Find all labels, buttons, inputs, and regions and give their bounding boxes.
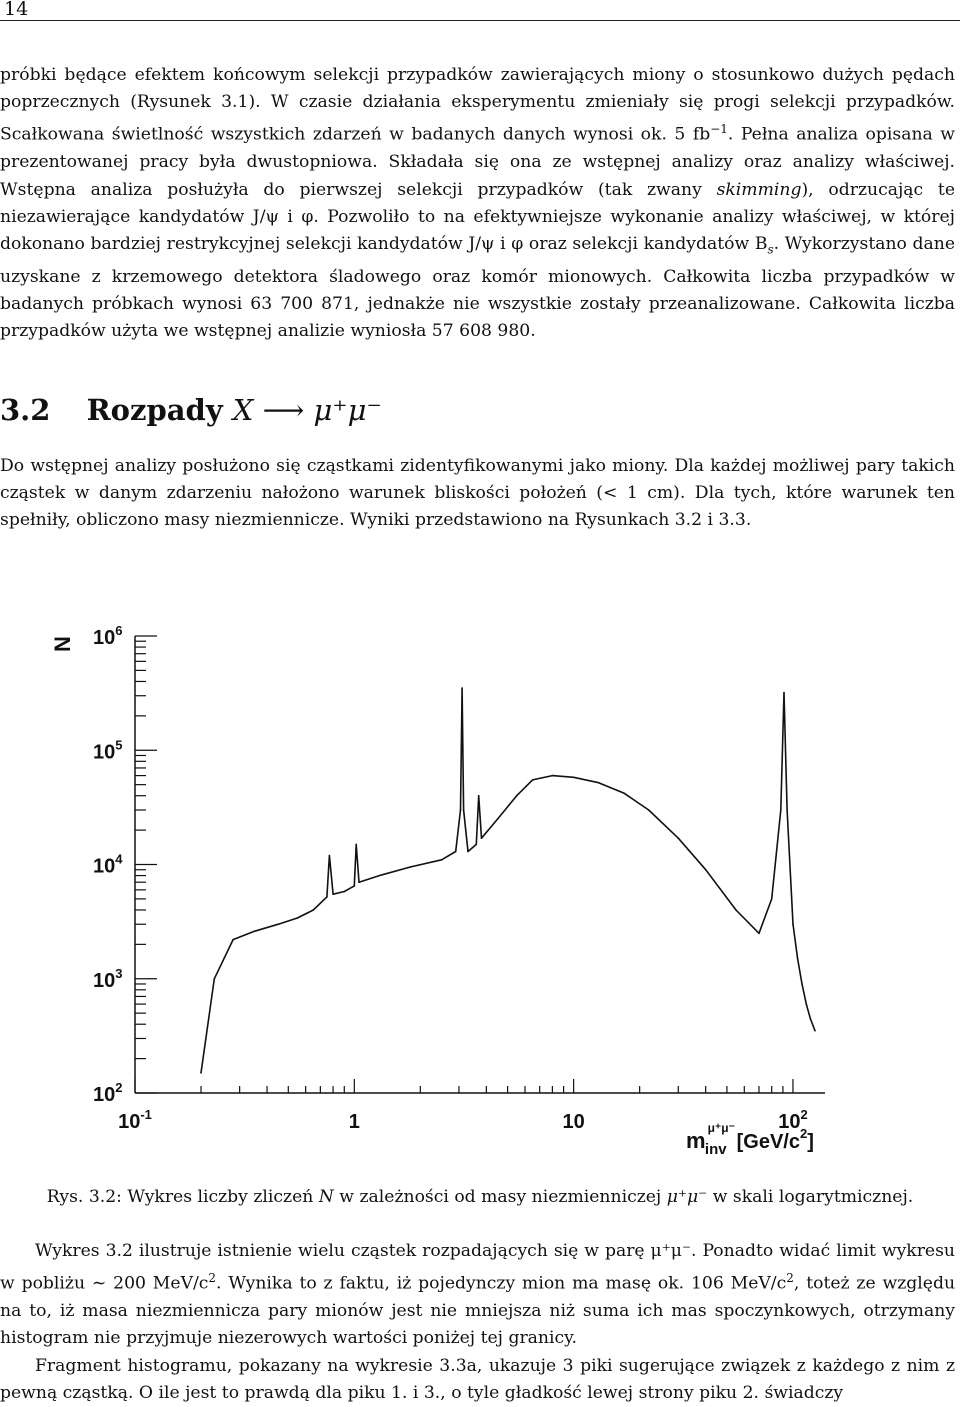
page-number: 14 (4, 0, 29, 20)
series-line-N (201, 688, 815, 1073)
data-point (326, 896, 328, 898)
y-tick-label-base: 10 (93, 741, 116, 764)
data-point (254, 931, 256, 933)
x-tick-label (563, 1111, 585, 1133)
y-tick-label-exp: 6 (115, 623, 123, 638)
data-point (598, 782, 600, 784)
data-point (278, 923, 280, 925)
data-point (455, 851, 457, 853)
x-tick-label (349, 1111, 360, 1133)
data-point (573, 777, 575, 779)
data-point (810, 1018, 812, 1020)
paragraph-intro-part2: . Pełna analiza opisana w prezentowanej pracy była dwustopniowa. Składała się ona ze wstępnej analizy oraz analizy właściwej. Wstępna analiza posłużyła do pierwszej selekcji przypadków (tak zwany (0, 125, 955, 200)
data-point (313, 909, 315, 911)
y-tick-label (93, 852, 123, 878)
x-axis-label-unit-end: ] (807, 1131, 814, 1153)
data-point (463, 809, 465, 811)
data-point (332, 893, 334, 895)
data-point (410, 866, 412, 868)
paragraph-intro-sub: s (767, 242, 774, 257)
data-point (771, 898, 773, 900)
caption-suffix: w skali logarytmicznej. (712, 1187, 914, 1207)
x-axis-label-m: m (686, 1128, 706, 1153)
y-tick-label-base: 10 (93, 627, 116, 649)
discussion-sup-b: 2 (786, 1271, 794, 1286)
data-point (678, 837, 680, 839)
x-tick-label-exp: 2 (800, 1107, 808, 1122)
data-point (460, 809, 462, 811)
x-axis-label-unit-sup: 2 (799, 1126, 808, 1141)
x-tick-label-exp: -1 (140, 1107, 152, 1122)
section-heading (0, 393, 382, 427)
data-point (232, 939, 234, 941)
data-point (344, 891, 346, 893)
axis-ticks (135, 636, 825, 1093)
data-point (516, 795, 518, 797)
data-point (214, 978, 216, 980)
data-point (478, 795, 480, 797)
data-point (806, 1003, 808, 1005)
y-tick-label (93, 737, 122, 763)
paragraph-intro-part4: . Wykorzystano dane uzyskane z krzemowego detektora śladowego oraz komór mionowych. Całkowita liczba przypadków w badanych próbkach wynosi 63 700 871, jednakże nie wszystkie zostały przeanalizowane. Całkowita liczba przypadków użyta we wstępnej analizie wyniosła 57 608 980. (0, 233, 956, 341)
y-tick-label-exp: 5 (115, 737, 123, 753)
histogram-chart (0, 600, 960, 1180)
data-point (623, 793, 625, 795)
caption-middle: w zależności od masy niezmienniczej (339, 1187, 662, 1207)
section-number: 3.2 (0, 393, 51, 427)
x-tick-label (118, 1107, 152, 1133)
data-point (735, 909, 737, 911)
x-tick-label-base: 10 (118, 1111, 141, 1133)
paragraph-intro-sup: −1 (710, 122, 728, 137)
y-tick-label (93, 966, 122, 992)
data-point (355, 844, 357, 846)
figure-caption (0, 1187, 960, 1207)
x-axis-label-sub: inv (704, 1141, 727, 1158)
y-tick-label-base: 10 (93, 1084, 116, 1106)
data-point (200, 1072, 202, 1074)
data-point (758, 933, 760, 935)
data-point (476, 844, 478, 846)
discussion-sup-a: 2 (208, 1271, 217, 1286)
data-point (814, 1030, 816, 1032)
x-axis-label-unit: [GeV/c (736, 1131, 800, 1153)
caption-prefix: Rys. 3.2: Wykres liczby zliczeń (46, 1187, 314, 1207)
data-point (705, 869, 707, 871)
header-rule (0, 20, 960, 21)
figure-histogram (0, 600, 960, 1180)
data-point (461, 687, 463, 689)
data-point (780, 809, 782, 811)
discussion-part-a: Wykres 3.2 ilustruje istnienie wielu cząstek rozpadających się w parę μ⁺μ⁻. Ponadto widać limit wykresu w pobliżu ∼ 200 MeV/c (0, 1241, 955, 1294)
paragraph-intro (0, 62, 955, 345)
data-point (297, 917, 299, 919)
discussion-part-c: , toteż ze względu na to, iż masa niezmiennicza pary mionów jest nie mniejsza niż suma ich mas spoczynkowych, otrzymany histogram nie przyjmuje niezerowych wartości poniżej tej granicy. (0, 1273, 956, 1349)
data-point (481, 837, 483, 839)
data-point (358, 881, 360, 883)
data-point (329, 855, 331, 857)
data-point (497, 818, 499, 820)
x-axis-label-sup: μ⁺μ⁻ (707, 1121, 735, 1135)
paragraph-intro-part1: próbki będące efektem końcowym selekcji przypadków zawierających miony o stosunkowo dużych pędach poprzecznych (Rysunek 3.1). W czasie działania eksperymentu zmieniały się progi selekcji przypadków. Scałkowana świetlność wszystkich zdarzeń w badanych danych wynosi ok. 5 fb (0, 65, 955, 146)
chart-series (200, 687, 816, 1073)
y-tick-label (93, 623, 122, 649)
paragraph-intro-emph: skimming (716, 179, 802, 200)
data-point (786, 809, 788, 811)
caption-var: N (318, 1187, 334, 1207)
x-tick-label-base: 10 (562, 1111, 585, 1133)
data-point (552, 775, 554, 777)
paragraph-method: Do wstępnej analizy posłużono się cząstkami zidentyfikowanymi jako miony. Dla każdej możliwej pary takich cząstek w danym zdarzeniu nałożono warunek bliskości położeń (< 1 cm). Dla tych, które warunek ten spełniły, obliczono masy niezmiennicze. Wyniki przedstawiono na Rysunkach 3.2 i 3.3. (0, 456, 955, 531)
y-tick-label-exp: 4 (115, 851, 123, 867)
data-point (801, 983, 803, 985)
data-point (354, 885, 356, 887)
caption-math: μ⁺μ⁻ (666, 1187, 708, 1207)
x-tick-label-base: 1 (348, 1111, 360, 1133)
data-point (783, 692, 785, 694)
data-point (648, 809, 650, 811)
paragraph-discussion-2: Fragment histogramu, pokazany na wykresie 3.3a, ukazuje 3 piki sugerujące związek z każdego z nim z pewną cząstką. O ile jest to prawdą dla piku 1. i 3., o tyle gładkość lewej strony piku 2. świadczy (0, 1355, 955, 1403)
paragraph-discussion-1 (0, 1238, 955, 1353)
section-title: Rozpady (86, 393, 223, 427)
paragraph-discussion (0, 1238, 955, 1407)
discussion-part-b: . Wynika to z faktu, iż pojedynczy mion ma masę ok. 106 MeV/c (216, 1273, 787, 1294)
x-tick-label-base: 10 (778, 1111, 801, 1133)
y-axis-label: N (50, 636, 75, 652)
data-point (441, 859, 443, 861)
data-point (797, 958, 799, 960)
data-point (467, 851, 469, 853)
data-point (379, 875, 381, 877)
y-tick-label (93, 1080, 122, 1106)
y-tick-label-base: 10 (93, 969, 116, 992)
paragraph-intro-part3: ), odrzucając te niezawierające kandydatów J/ψ i φ. Pozwoliło to na efektywniejsze wykonanie analizy właściwej, w której dokonano bardziej restrykcyjnej selekcji kandydatów J/ψ i φ oraz selekcji kandydatów B (0, 179, 955, 254)
y-tick-label-exp: 2 (115, 1080, 123, 1095)
section-title-math: X ⟶ μ⁺μ⁻ (232, 393, 382, 427)
data-point (532, 779, 534, 781)
y-tick-label-exp: 3 (115, 965, 123, 981)
y-tick-labels (93, 623, 123, 1106)
y-tick-label-base: 10 (93, 855, 116, 878)
data-point (792, 923, 794, 925)
